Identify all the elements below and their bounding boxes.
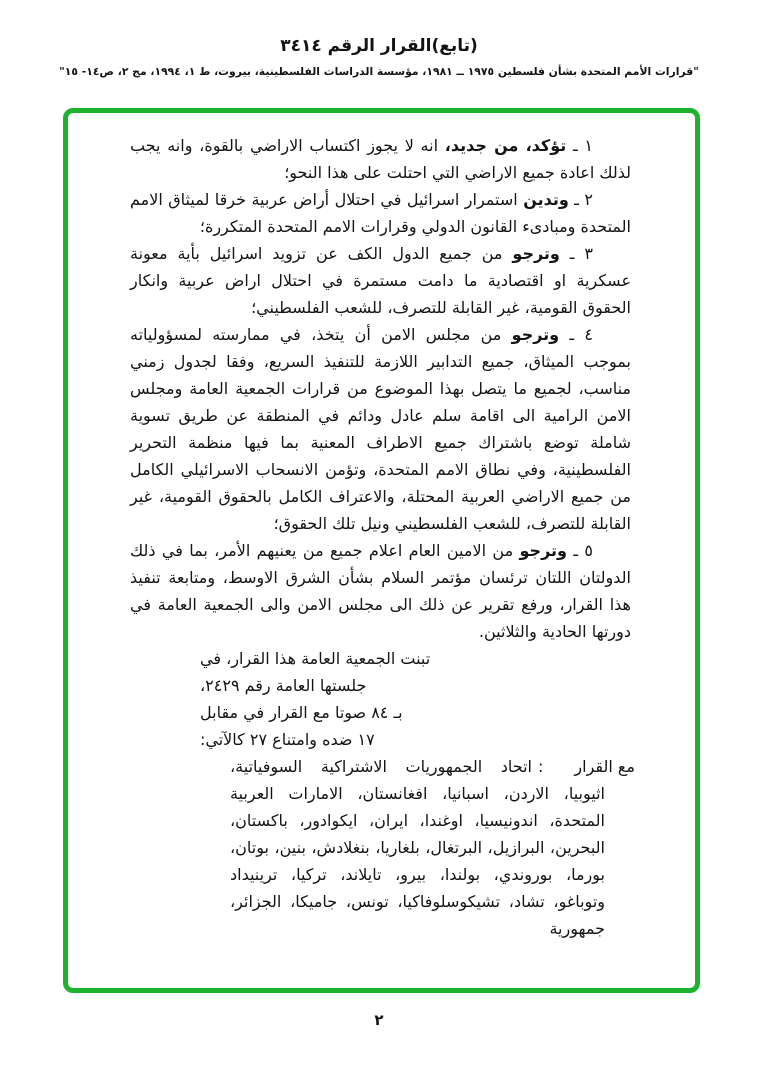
highlight-border-box [63,108,700,993]
document-header [0,36,758,78]
resolution-body [68,113,695,942]
clause-2-text: استمرار اسرائيل في احتلال أراض عربية خرقا لميثاق الامم المتحدة ومبادىء القانون الدولي وقرارات الامم المتحدة المتكررة؛ [130,190,631,236]
clause-3-text: من جميع الدول الكف عن تزويد اسرائيل بأية معونة عسكرية او اقتصادية ما دامت مستمرة في احتلال اراض عربية وانكار الحقوق القومية، غير القابلة للتصرف، للشعب الفلسطيني؛ [130,244,631,317]
page-number: ٢ [374,1011,384,1029]
clause-3-number: ٣ ـ [559,244,594,263]
clause-1 [130,132,631,186]
clause-1-lead: تؤكد، من جديد، [444,136,567,155]
clause-3-lead: وترجو [512,244,560,263]
clause-4-text: من مجلس الامن أن يتخذ، في ممارسته لمسؤولياته بموجب الميثاق، جميع التدابير اللازمة للتنفيذ السريع، وفقا لجدول زمني مناسب، لجميع ما يتصل بهذا الموضوع من قرارات الجمعية العامة ومجلس الامن الرامية الى اقامة سلم عادل ودائم في المنطقة عن طريق تسوية شاملة توضع باشتراك جميع الاطراف المعنية بما فيها منظمة التحرير الفلسطينية، وفي نطاق الامم المتحدة، وتؤمن الانسحاب الاسرائيلي الكامل من جميع الاراضي العربية المحتلة، والاعتراف الكامل بالحقوق القومية، غير القابلة للتصرف، للشعب الفلسطيني ونيل تلك الحقوق؛ [130,325,631,533]
clause-5 [130,537,631,645]
clause-2-number: ٢ ـ [568,190,594,209]
vote-with-label-colon: : [538,757,544,776]
clause-1-number: ١ ـ [566,136,593,155]
adoption-line-2: جلستها العامة رقم ٢٤٢٩، [200,676,367,695]
clause-2-lead: وتدين [523,190,569,209]
vote-with-label-text: مع القرار [574,757,635,776]
clause-1-text: انه لا يجوز اكتساب الاراضي بالقوة، وانه يجب لذلك اعادة جميع الاراضي التي احتلت على هذا النحو؛ [130,136,631,182]
vote-with-label [538,753,635,780]
resolution-title: (تابع)القرار الرقم ٣٤١٤ [280,36,478,56]
clause-4-number: ٤ ـ [559,325,594,344]
adoption-line-4: ١٧ ضده وامتناع ٢٧ كالآتي: [200,730,375,749]
adoption-line-1: تبنت الجمعية العامة هذا القرار، في [200,649,431,668]
adoption-line-3: بـ ٨٤ صوتا مع القرار في مقابل [200,703,403,722]
clause-4 [130,321,631,537]
adoption-statement [130,645,631,753]
clause-4-lead: وترجو [511,325,560,344]
source-citation: "قرارات الأمم المتحدة بشأن فلسطين ١٩٧٥ ــ ١٩٨١، مؤسسة الدراسات الفلسطينية، بيروت، ط ١، ١٩٩٤، مج ٢، ص١٤- ١٥" [59,65,699,78]
clause-5-text: من الامين العام اعلام جميع من يعنيهم الأمر، بما في ذلك الدولتان اللتان ترئسان مؤتمر السلام بشأن الشرق الاوسط، ومتابعة تنفيذ هذا القرار، ورفع تقرير عن ذلك الى مجلس الامن والى الجمعية العامة في دورتها الحادية والثلاثين. [130,541,631,641]
vote-with-block [130,753,635,942]
clause-5-number: ٥ ـ [566,541,594,560]
clause-5-lead: وترجو [519,541,567,560]
clause-2 [130,186,631,240]
clause-3 [130,240,631,321]
vote-with-countries: اتحاد الجمهوريات الاشتراكية السوفياتية، اثيوبيا، الاردن، اسبانيا، افغانستان، الامارات العربية المتحدة، اندونيسيا، اوغندا، ايران، ايكوادور، باكستان، البحرين، البرازيل، البرتغال، بلغاريا، بنغلادش، بنين، بوتان، بورما، بوروندي، بولندا، بيرو، تايلاند، تركيا، ترينيداد وتوباغو، تشاد، تشيكوسلوفاكيا، تونس، جاميكا، الجزائر، جمهورية [230,757,605,938]
